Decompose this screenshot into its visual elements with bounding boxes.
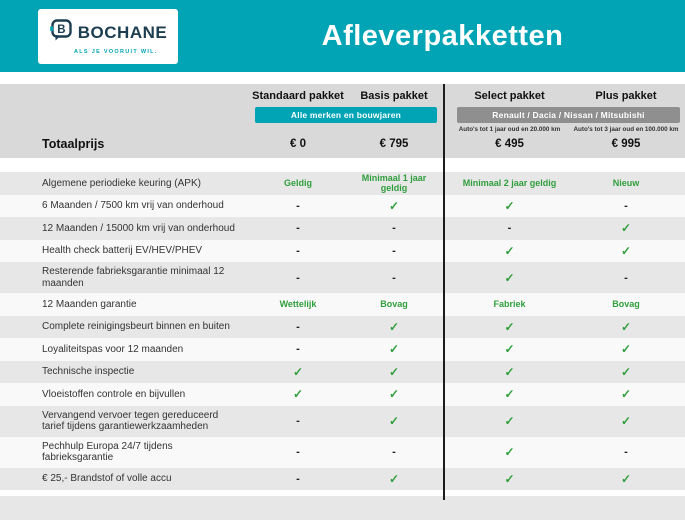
check-icon: ✓ (620, 387, 632, 402)
total-price-label: Totaalprijs (42, 137, 105, 151)
dash-mark: - (392, 244, 396, 257)
table-row (0, 172, 685, 195)
badge-all-brands: Alle merken en bouwjaren (255, 107, 437, 123)
dash-mark: - (296, 271, 300, 284)
table-row (0, 316, 685, 339)
feature-label: Technische inspectie (42, 366, 135, 377)
feature-rows (0, 172, 685, 490)
check-icon: ✓ (504, 243, 515, 258)
dash-mark: - (296, 415, 300, 427)
column-header-plus: Plus pakket (595, 90, 657, 102)
table-row (0, 262, 685, 293)
column-divider-line (443, 84, 445, 500)
dash-mark: - (296, 446, 300, 458)
total-price-row (0, 132, 685, 158)
feature-label: 6 Maanden / 7500 km vrij van onderhoud (42, 200, 224, 211)
check-icon: ✓ (388, 198, 400, 213)
check-icon: ✓ (388, 387, 400, 402)
column-header-select: Select pakket (474, 90, 545, 102)
check-icon: ✓ (388, 319, 400, 334)
total-price-select: € 495 (495, 138, 524, 150)
dash-mark: - (624, 199, 628, 212)
check-icon: ✓ (504, 445, 515, 459)
check-icon: ✓ (504, 342, 515, 357)
check-icon: ✓ (388, 414, 400, 428)
bochane-logo (38, 9, 178, 64)
check-icon: ✓ (504, 319, 515, 334)
feature-value: Geldig (283, 178, 312, 189)
check-icon: ✓ (620, 342, 632, 357)
dash-mark: - (296, 472, 300, 485)
feature-value: Minimaal 2 jaar geldig (462, 178, 557, 189)
feature-label: Health check batterij EV/HEV/PHEV (42, 245, 203, 256)
check-icon: ✓ (620, 319, 632, 334)
dash-mark: - (392, 222, 396, 235)
table-row (0, 437, 685, 468)
check-icon: ✓ (504, 387, 515, 402)
check-icon: ✓ (620, 471, 632, 486)
check-icon: ✓ (620, 221, 632, 236)
column-header-basis: Basis pakket (360, 90, 428, 102)
feature-value: Bovag (612, 299, 640, 310)
feature-value: Minimaal 1 jaar geldig (361, 173, 427, 194)
logo-wordmark: BOCHANE (77, 22, 168, 42)
table-row (0, 468, 685, 491)
dash-mark: - (296, 320, 300, 333)
dash-mark: - (624, 271, 628, 284)
feature-label: Algemene periodieke keuring (APK) (42, 177, 201, 189)
feature-label: Complete reinigingsbeurt binnen en buiten (42, 321, 230, 332)
total-price-plus: € 995 (611, 138, 641, 150)
table-row (0, 217, 685, 240)
feature-label: Vloeistoffen controle en bijvullen (42, 388, 186, 400)
footer-strip (0, 496, 685, 520)
top-header (0, 0, 685, 72)
check-icon: ✓ (620, 414, 632, 428)
feature-label: € 25,- Brandstof of volle accu (42, 473, 172, 484)
table-header-band (0, 84, 685, 158)
total-price-standaard: € 0 (290, 138, 306, 150)
subnote-row (0, 123, 685, 132)
check-icon: ✓ (504, 198, 515, 213)
check-icon: ✓ (292, 364, 304, 379)
table-row (0, 293, 685, 316)
check-icon: ✓ (504, 364, 515, 379)
dash-mark: - (296, 199, 300, 212)
dash-mark: - (296, 222, 300, 235)
feature-value: Bovag (380, 299, 408, 310)
dash-mark: - (624, 446, 628, 458)
subnote-select: Auto's tot 1 jaar oud en 20.000 km (458, 126, 561, 133)
check-icon: ✓ (292, 387, 304, 402)
dash-mark: - (392, 446, 396, 458)
column-header-standaard: Standaard pakket (252, 90, 344, 102)
feature-value: Nieuw (612, 178, 640, 189)
check-icon: ✓ (388, 364, 400, 379)
dash-mark: - (296, 343, 300, 356)
feature-label: 12 Maanden garantie (42, 298, 137, 310)
feature-label: Resterende fabrieksgarantie minimaal 12 maanden (42, 266, 225, 289)
feature-label: 12 Maanden / 15000 km vrij van onderhoud (42, 222, 235, 234)
subnote-plus: Auto's tot 3 jaar oud en 100.000 km (573, 126, 679, 133)
check-icon: ✓ (504, 414, 515, 428)
check-icon: ✓ (504, 471, 515, 486)
logo-tagline: ALS JE VOORUIT WIL. (74, 49, 158, 55)
table-row (0, 240, 685, 263)
check-icon: ✓ (388, 342, 400, 357)
table-row (0, 361, 685, 384)
feature-label: Vervangend vervoer tegen gereduceerd tarief tijdens garantiewerkzaamheden (42, 409, 219, 432)
table-row (0, 195, 685, 218)
bochane-logo-icon (49, 18, 73, 47)
table-row (0, 338, 685, 361)
feature-label: Pechhulp Europa 24/7 tijdens fabrieksgarantie (42, 440, 173, 463)
svg-text:B: B (57, 24, 66, 37)
total-price-basis: € 795 (379, 138, 409, 150)
dash-mark: - (507, 222, 512, 235)
table-row (0, 406, 685, 437)
table-row (0, 383, 685, 406)
dash-mark: - (296, 244, 300, 257)
check-icon: ✓ (504, 270, 515, 285)
check-icon: ✓ (620, 364, 632, 379)
page-title: Afleverpakketten (321, 20, 564, 52)
check-icon: ✓ (620, 243, 632, 258)
badge-brand-list: Renault / Dacia / Nissan / Mitsubishi (457, 107, 680, 123)
feature-value: Fabriek (493, 299, 526, 310)
feature-label: Loyaliteitspas voor 12 maanden (42, 343, 184, 355)
feature-value: Wettelijk (279, 299, 317, 310)
badge-row (0, 107, 685, 123)
dash-mark: - (392, 271, 396, 284)
package-header-row (0, 90, 685, 103)
check-icon: ✓ (388, 471, 400, 486)
